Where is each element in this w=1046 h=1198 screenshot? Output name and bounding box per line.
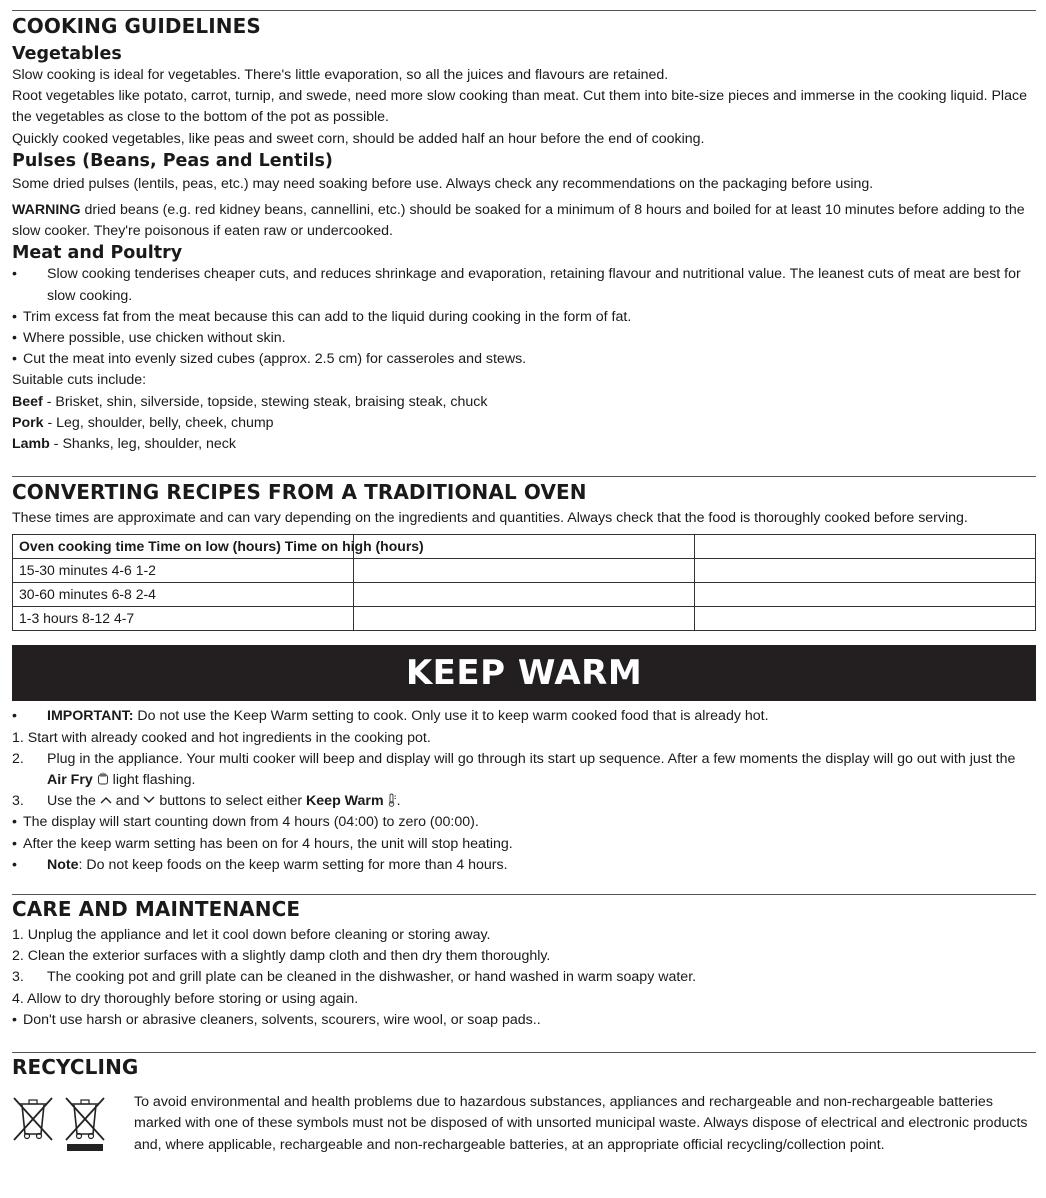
table-row [13, 559, 1036, 583]
recycling-title: RECYCLING [12, 1055, 139, 1080]
pulses-para: Some dried pulses (lentils, peas, etc.) may need soaking before use. Always check any recommendations on the packaging before using. [12, 175, 874, 192]
meat-bullet-3: • Where possible, use chicken without skin. [12, 330, 286, 347]
pulses-heading: Pulses (Beans, Peas and Lentils) [12, 150, 333, 171]
meat-bullet-4: • Cut the meat into evenly sized cubes (approx. 2.5 cm) for casseroles and stews. [12, 351, 527, 368]
keep-warm-step-2: 2. Plug in the appliance. Your multi cooker will beep and display will go through its start up sequence. After a few moments the display will go out with just the Air Fry light flashing. [12, 750, 1016, 789]
table-cell: 1-3 hours 8-12 4-7 [13, 607, 354, 631]
care-bullet: • Don't use harsh or abrasive cleaners, solvents, scourers, wire wool, or soap pads.. [12, 1011, 541, 1028]
vegetables-para-1: Slow cooking is ideal for vegetables. There's little evaporation, so all the juices and flavours are retained. [12, 67, 669, 83]
keep-warm-banner: KEEP WARM [12, 645, 1036, 701]
section-divider [12, 1052, 1036, 1053]
keep-warm-bullet-2: • After the keep warm setting has been on for 4 hours, the unit will stop heating. [12, 835, 513, 852]
down-button-icon [143, 795, 155, 805]
table-cell: 15-30 minutes 4-6 1-2 [13, 559, 354, 583]
keep-warm-note: • Note: Do not keep foods on the keep warm setting for more than 4 hours. [12, 856, 508, 873]
warning-text: dried beans (e.g. red kidney beans, cannellini, etc.) should be soaked for a minimum of 8 hours and boiled for at least 10 minutes before adding to the slow cooker. They're poisonous if eaten raw or undercooked. [12, 202, 1025, 240]
conversion-table [12, 534, 1036, 631]
warning-label: WARNING [12, 202, 81, 219]
keep-warm-bullet-1: • The display will start counting down from 4 hours (04:00) to zero (00:00). [12, 814, 479, 831]
meat-bullet-1: • Slow cooking tenderises cheaper cuts, and reduces shrinkage and evaporation, retaining flavour and nutritional value. The leanest cuts of meat are best for slow cooking. [12, 266, 1021, 304]
keep-warm-step-1: 1. Start with already cooked and hot ingredients in the cooking pot. [12, 729, 431, 746]
beef-cuts: Beef - Brisket, shin, silverside, topside, stewing steak, braising steak, chuck [12, 393, 488, 410]
table-cell: 30-60 minutes 6-8 2-4 [13, 583, 354, 607]
keep-warm-step-3: 3. Use the and buttons to select either Keep Warm . [12, 793, 401, 810]
table-header-row [13, 535, 1036, 559]
recycling-text: To avoid environmental and health problems due to hazardous substances, appliances and rechargeable and non-rechargeable batteries marked with one of these symbols must not be disposed of with unsorted municipal waste. Always dispose of electrical and electronic products and, where applicable, rechargeable and non-rechargeable batteries, at an appropriate official recycling/collection point. [134, 1094, 1028, 1153]
section-divider [12, 894, 1036, 895]
suitable-cuts-label: Suitable cuts include: [12, 372, 147, 389]
keep-warm-icon [387, 793, 397, 807]
care-step-1: 1. Unplug the appliance and let it cool down before cleaning or storing away. [12, 927, 491, 944]
converting-intro: These times are approximate and can vary depending on the ingredients and quantities. Always check that the food is thoroughly cooked before serving. [12, 510, 968, 527]
keep-warm-important: • IMPORTANT: Do not use the Keep Warm setting to cook. Only use it to keep warm cooked food that is already hot. [12, 708, 769, 725]
section-divider [12, 10, 1036, 11]
meat-heading: Meat and Poultry [12, 243, 183, 264]
recycling-icons [12, 1092, 134, 1156]
air-fry-icon [97, 772, 109, 786]
vegetables-para-2: Root vegetables like potato, carrot, turnip, and swede, need more slow cooking than meat. Cut them into bite-size pieces and immerse in the cooking liquid. Place the vegetables as close to the bottom of the pot as possible. [12, 88, 1027, 126]
pulses-warning [12, 200, 1036, 242]
table-header-cell: Oven cooking time Time on low (hours) Time on high (hours) [13, 535, 354, 559]
manual-page [12, 0, 1036, 1156]
table-row [13, 607, 1036, 631]
pork-cuts: Pork - Leg, shoulder, belly, cheek, chump [12, 414, 274, 431]
vegetables-heading: Vegetables [12, 44, 122, 64]
vegetables-para-3: Quickly cooked vegetables, like peas and sweet corn, should be added half an hour before the end of cooking. [12, 130, 705, 147]
meat-bullet-2: • Trim excess fat from the meat because this can add to the liquid during cooking in the form of fat. [12, 308, 632, 325]
cooking-guidelines-title: COOKING GUIDELINES [12, 14, 261, 38]
care-title: CARE AND MAINTENANCE [12, 897, 301, 922]
recycling-row [12, 1092, 1036, 1156]
care-step-2: 2. Clean the exterior surfaces with a slightly damp cloth and then dry them thoroughly. [12, 948, 551, 965]
weee-bin-icon [12, 1096, 54, 1142]
care-step-3: 3. The cooking pot and grill plate can be cleaned in the dishwasher, or hand washed in warm soapy water. [12, 969, 697, 986]
up-button-icon [100, 795, 112, 805]
table-row [13, 583, 1036, 607]
lamb-cuts: Lamb - Shanks, leg, shoulder, neck [12, 436, 236, 453]
converting-title: CONVERTING RECIPES FROM A TRADITIONAL OVEN [12, 480, 587, 505]
battery-bin-icon [64, 1096, 106, 1152]
section-divider [12, 476, 1036, 477]
care-step-4: 4. Allow to dry thoroughly before storing or using again. [12, 990, 359, 1007]
